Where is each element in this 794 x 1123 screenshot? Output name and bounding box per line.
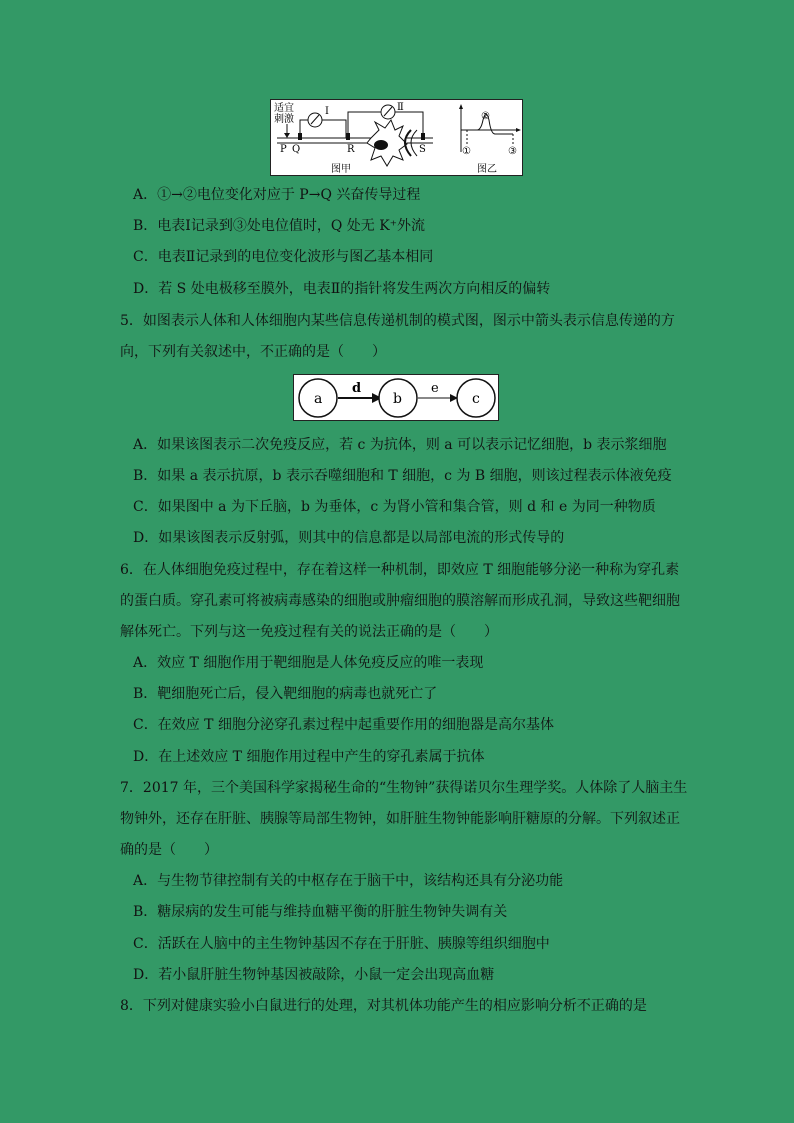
label-q: Q	[292, 144, 301, 155]
q7-stem-line-3: 确的是（ ）	[120, 842, 218, 858]
q7-stem-line-1: 7．2017 年，三个美国科学家揭秘生命的“生物钟”获得诺贝尔生理学奖。人体除了人脑主生	[120, 780, 688, 796]
meter-1-label: Ⅰ	[325, 106, 329, 117]
signal-chain-svg	[294, 375, 498, 420]
point-3-label: ③	[508, 146, 517, 157]
q5-option-c: C．如果图中 a 为下丘脑，b 为垂体，c 为肾小管和集合管，则 d 和 e 为同一种物质	[133, 499, 656, 515]
label-p: P	[280, 144, 287, 155]
node-b-label: b	[393, 391, 402, 407]
meter-1-wire-right	[322, 120, 346, 138]
meter-2-label: Ⅱ	[397, 102, 404, 113]
q6-option-b: B．靶细胞死亡后，侵入靶细胞的病毒也就死亡了	[133, 686, 438, 702]
q7-option-d: D．若小鼠肝脏生物钟基因被敲除，小鼠一定会出现高血糖	[133, 967, 495, 983]
q7-option-b: B．糖尿病的发生可能与维持血糖平衡的肝脏生物钟失调有关	[133, 904, 508, 920]
q6-stem-line-1: 6．在人体细胞免疫过程中，存在着这样一种机制，即效应 T 细胞能够分泌一种称为穿孔素	[120, 562, 680, 578]
arrow-e-label: e	[431, 381, 439, 396]
label-s: S	[419, 144, 426, 155]
q6-option-d: D．在上述效应 T 细胞作用过程中产生的穿孔素属于抗体	[133, 749, 485, 765]
q6-option-a: A．效应 T 细胞作用于靶细胞是人体免疫反应的唯一表现	[133, 655, 484, 671]
node-a-label: a	[314, 391, 323, 407]
q7-option-c: C．活跃在人脑中的主生物钟基因不存在于肝脏、胰腺等组织细胞中	[133, 936, 550, 952]
neuron-nucleus	[374, 140, 388, 150]
q8-stem-line-1: 8．下列对健康实验小白鼠进行的处理，对其机体功能产生的相应影响分析不正确的是	[120, 998, 647, 1014]
q5-option-d: D．如果该图表示反射弧，则其中的信息都是以局部电流的形式传导的	[133, 530, 565, 546]
q5-stem-line-1: 5．如图表示人体和人体细胞内某些信息传递机制的模式图，图示中箭头表示信息传递的方	[120, 313, 675, 329]
nerve-diagram-figure	[270, 99, 523, 176]
caption-figure-a: 图甲	[331, 164, 351, 175]
q4-option-a: A．①→②电位变化对应于 P→Q 兴奋传导过程	[133, 187, 421, 203]
q5-stem-line-2: 向，下列有关叙述中，不正确的是（ ）	[120, 344, 386, 360]
arrow-d-label: d	[352, 381, 362, 396]
electrode-r	[346, 133, 350, 140]
electrode-s	[421, 133, 425, 140]
q7-option-a: A．与生物节律控制有关的中枢存在于脑干中，该结构还具有分泌功能	[133, 873, 564, 889]
stimulus-arrowhead	[284, 133, 290, 138]
q6-option-c: C．在效应 T 细胞分泌穿孔素过程中起重要作用的细胞器是高尔基体	[133, 717, 554, 733]
q7-stem-line-2: 物钟外，还存在肝脏、胰腺等局部生物钟，如肝脏生物钟能影响肝糖原的分解。下列叙述正	[120, 811, 680, 827]
graph-x-arrow	[516, 128, 521, 132]
q4-option-c: C．电表Ⅱ记录到的电位变化波形与图乙基本相同	[133, 249, 434, 265]
point-1-label: ①	[462, 146, 471, 157]
stimulus-label-1: 适宜	[274, 103, 294, 114]
graph-y-arrow	[459, 104, 463, 109]
q4-option-b: B．电表Ⅰ记录到③处电位值时，Q 处无 K⁺外流	[133, 218, 426, 234]
signal-chain-figure	[293, 374, 499, 421]
q5-option-a: A．如果该图表示二次免疫反应，若 c 为抗体，则 a 可以表示记忆细胞，b 表示浆细胞	[133, 437, 667, 453]
label-r: R	[347, 144, 355, 155]
point-2-label: ②	[481, 111, 490, 122]
q6-stem-line-2: 的蛋白质。穿孔素可将被病毒感染的细胞或肿瘤细胞的膜溶解而形成孔洞，导致这些靶细胞	[120, 593, 680, 609]
electrode-q	[298, 133, 302, 140]
potential-curve	[467, 114, 513, 134]
nerve-diagram-svg	[271, 100, 522, 175]
stimulus-label-2: 刺激	[274, 114, 294, 125]
q5-option-b: B．如果 a 表示抗原，b 表示吞噬细胞和 T 细胞，c 为 B 细胞，则该过程表示体液免疫	[133, 468, 672, 484]
q4-option-d: D．若 S 处电极移至膜外，电表Ⅱ的指针将发生两次方向相反的偏转	[133, 281, 551, 297]
caption-figure-b: 图乙	[477, 164, 497, 175]
q6-stem-line-3: 解体死亡。下列与这一免疫过程有关的说法正确的是（ ）	[120, 624, 498, 640]
node-c-label: c	[472, 391, 480, 407]
